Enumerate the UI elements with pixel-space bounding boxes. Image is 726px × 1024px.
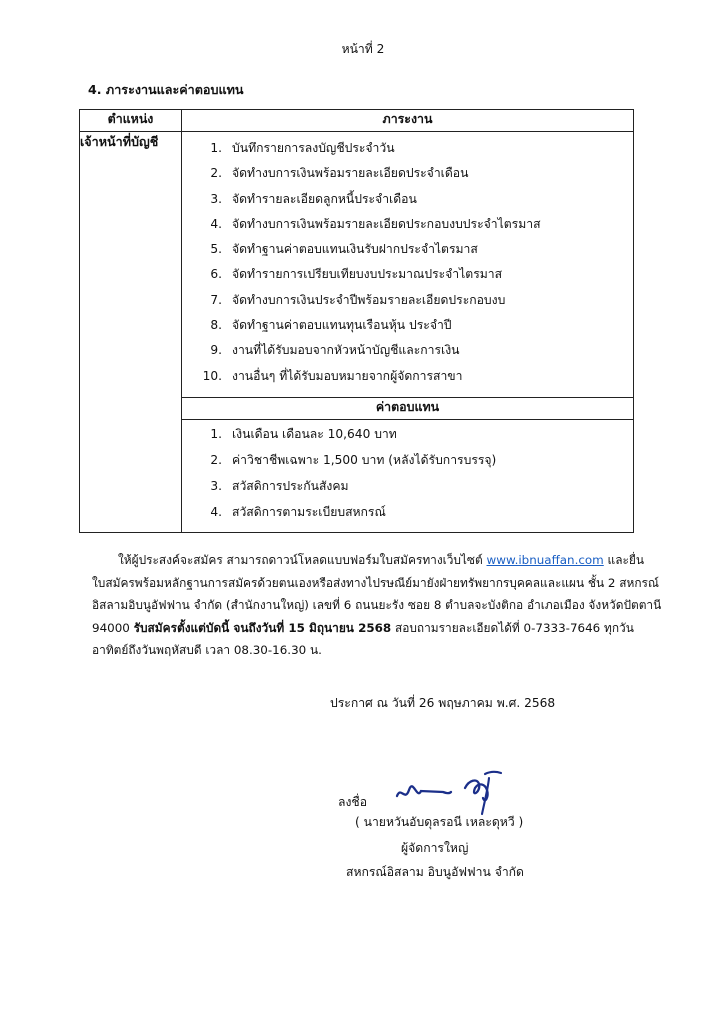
list-item: 4. จัดทำงบการเงินพร้อมรายละเอียดประกอบงบประจำไตรมาส	[210, 216, 541, 231]
compensation-list	[182, 420, 633, 532]
list-item: 2. ค่าวิชาชีพเฉพาะ 1,500 บาท (หลังได้รับการบรรจุ)	[210, 452, 497, 467]
list-item: 4. สวัสดิการตามระเบียบสหกรณ์	[210, 504, 386, 519]
list-item: 6. จัดทำรายการเปรียบเทียบงบประมาณประจำไตรมาส	[210, 267, 503, 282]
sign-label: ลงชื่อ	[338, 795, 368, 809]
deadline-text: รับสมัครตั้งแต่บัดนี้ จนถึงวันที่ 15 มิถุนายน 2568	[133, 620, 392, 635]
list-item: 5. จัดทำฐานค่าตอบแทนเงินรับฝากประจำไตรมาส	[210, 242, 478, 257]
header-compensation: ค่าตอบแทน	[182, 397, 634, 419]
header-position: ตำแหน่ง	[80, 110, 182, 132]
section-heading: 4. ภาระงานและค่าตอบแทน	[88, 82, 244, 97]
list-item: 2. จัดทำงบการเงินพร้อมรายละเอียดประจำเดือน	[210, 166, 469, 181]
paragraph-line: ใบสมัครพร้อมหลักฐานการสมัครด้วยตนเองหรือส่งทางไปรษณีย์มายังฝ่ายทรัพยากรบุคคลและแผน ชั้น 2 สหกรณ์	[92, 575, 659, 590]
compensation-cell	[182, 419, 634, 532]
handwritten-signature	[393, 764, 511, 816]
signer-name: ( นายหวันอับดุลรอนี เหละดุหวี )	[355, 815, 524, 829]
application-paragraph	[92, 549, 662, 662]
paragraph-line: อิสลามอิบนูอัฟฟาน จำกัด (สำนักงานใหญ่) เลขที่ 6 ถนนยะรัง ซอย 8 ตำบลจะบังติกอ อำเภอเมือง จังหวัดปัตตานี	[92, 598, 662, 613]
list-item: 3. สวัสดิการประกันสังคม	[210, 478, 349, 493]
duties-table	[79, 109, 634, 533]
duties-cell	[182, 132, 634, 398]
list-item: 8. จัดทำฐานค่าตอบแทนทุนเรือนหุ้น ประจำปี	[210, 318, 452, 333]
website-link[interactable]: www.ibnuaffan.com	[486, 553, 604, 567]
list-item: 1. บันทึกรายการลงบัญชีประจำวัน	[210, 141, 395, 155]
header-duties: ภาระงาน	[182, 110, 634, 132]
list-item: 3. จัดทำรายละเอียดลูกหนี้ประจำเดือน	[210, 191, 417, 206]
list-item: 7. จัดทำงบการเงินประจำปีพร้อมรายละเอียดประกอบงบ	[210, 292, 506, 307]
list-item: 1. เงินเดือน เดือนละ 10,640 บาท	[210, 426, 397, 441]
signer-title: ผู้จัดการใหญ่	[401, 841, 469, 855]
duties-list	[182, 132, 633, 397]
position-cell: เจ้าหน้าที่บัญชี	[80, 132, 182, 533]
announcement-date: ประกาศ ณ วันที่ 26 พฤษภาคม พ.ศ. 2568	[330, 696, 556, 710]
paragraph-line: 94000 รับสมัครตั้งแต่บัดนี้ จนถึงวันที่ 15 มิถุนายน 2568 สอบถามรายละเอียดได้ที่ 0-7333-7646 ทุกวัน	[92, 620, 634, 635]
paragraph-line: อาทิตย์ถึงวันพฤหัสบดี เวลา 08.30-16.30 น.	[92, 643, 322, 658]
list-item: 10. งานอื่นๆ ที่ได้รับมอบหมายจากผู้จัดการสาขา	[202, 368, 463, 383]
page-number: หน้าที่ 2	[341, 42, 385, 56]
organization-name: สหกรณ์อิสลาม อิบนูอัฟฟาน จำกัด	[346, 865, 524, 879]
list-item: 9. งานที่ได้รับมอบจากหัวหน้าบัญชีและการเงิน	[210, 343, 460, 358]
paragraph-line: ให้ผู้ประสงค์จะสมัคร สามารถดาวน์โหลดแบบฟอร์มใบสมัครทางเว็บไซต์ www.ibnuaffan.com และยื่น	[118, 553, 644, 567]
